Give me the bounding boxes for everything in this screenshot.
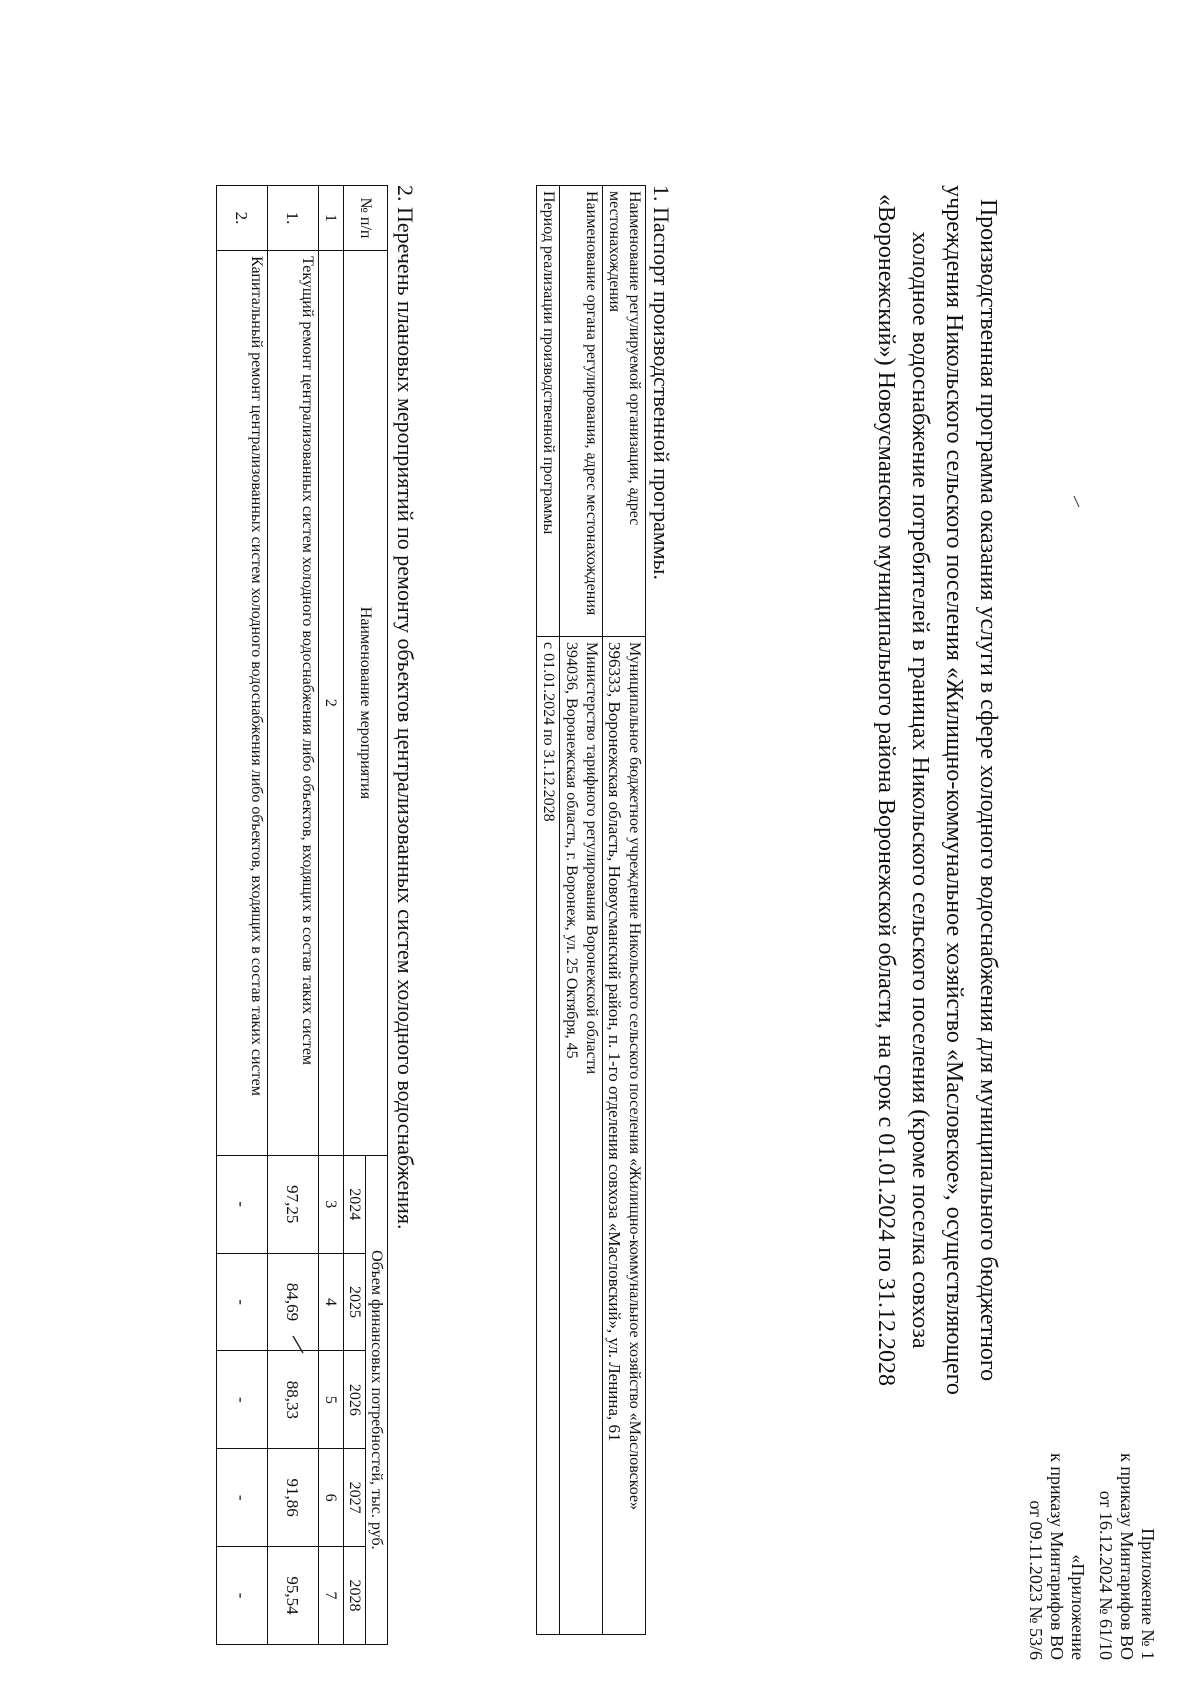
- row-value: 88,33: [268, 1351, 319, 1449]
- approval-line: «Приложение: [1068, 1554, 1088, 1660]
- header-year: 2027: [344, 1449, 366, 1547]
- passport-label: Наименование органа регулирования, адрес местонахождения: [560, 186, 603, 637]
- passport-value: [603, 637, 646, 1635]
- table-row: [217, 186, 268, 1645]
- table-row: [603, 186, 646, 1635]
- header-year: 2025: [344, 1253, 366, 1351]
- row-num: 1.: [268, 186, 319, 251]
- approval-line: Приложение № 1: [1138, 1528, 1158, 1660]
- header-year: 2024: [344, 1155, 366, 1253]
- row-value: -: [217, 1155, 268, 1253]
- header-year: 2026: [344, 1351, 366, 1449]
- row-value: -: [217, 1547, 268, 1645]
- section-heading-measures: 2. Перечень плановых мероприятий по ремонту объектов централизованных систем холодного водоснабжения.: [393, 185, 418, 1230]
- index-cell: 7: [319, 1547, 344, 1645]
- approval-line: к приказу Минтарифов ВО: [1047, 1453, 1067, 1660]
- index-cell: 5: [319, 1351, 344, 1449]
- row-value: 97,25: [268, 1155, 319, 1253]
- title-line: учреждения Никольского сельского поселения «Жилищно-коммунальное хозяйство «Масловское», осуществляющего: [941, 185, 967, 1395]
- passport-value-line: 396333, Воронежская область, Новоусманский район, п. 1-го отделения совхоза «Масловский», ул. Ленина, 61: [605, 642, 624, 1442]
- table-row: [560, 186, 603, 1635]
- measures-table: [216, 185, 388, 1645]
- title-line: Производственная программа оказания услуги в сфере холодного водоснабжения для муниципального бюджетного: [975, 198, 1001, 1382]
- header-num: № п/п: [344, 186, 388, 251]
- title-line: холодное водоснабжение потребителей в границах Никольского сельского поселения (кроме поселка совхоза: [907, 231, 933, 1349]
- approval-stamp-current: [1095, 1453, 1158, 1660]
- passport-value: [560, 637, 603, 1635]
- row-name: Текущий ремонт централизованных систем холодного водоснабжения либо объектов, входящих в состав таких систем: [268, 251, 319, 1156]
- passport-value: [537, 637, 560, 1635]
- table-header-row: [366, 186, 388, 1645]
- approval-line: к приказу Минтарифов ВО: [1117, 1453, 1137, 1660]
- passport-table: [536, 185, 646, 1635]
- table-index-row: [319, 186, 344, 1645]
- approval-stamp-previous: [1025, 1453, 1088, 1660]
- index-cell: 2: [319, 251, 344, 1156]
- index-cell: 1: [319, 186, 344, 251]
- row-num: 2.: [217, 186, 268, 251]
- row-value: 91,86: [268, 1449, 319, 1547]
- row-value: 84,69: [268, 1253, 319, 1351]
- index-cell: 6: [319, 1449, 344, 1547]
- table-row: [268, 186, 319, 1645]
- passport-label: Период реализации производственной программы: [537, 186, 560, 637]
- header-volume: Объем финансовых потребностей, тыс. руб.: [366, 1155, 388, 1644]
- passport-label: Наименование регулируемой организации, адрес местонахождения: [603, 186, 646, 637]
- title-line: «Воронежский») Новоусманского муниципального района Воронежской области, на срок с 01.01.2024 по 31.12.2028: [873, 193, 899, 1387]
- table-row: [537, 186, 560, 1635]
- document-title: [869, 90, 1005, 1490]
- header-year: 2028: [344, 1547, 366, 1645]
- row-value: -: [217, 1253, 268, 1351]
- scan-mark: [1072, 495, 1082, 509]
- approval-line: от 16.12.2024 № 61/10: [1096, 1490, 1116, 1660]
- index-cell: 3: [319, 1155, 344, 1253]
- passport-value-line: с 01.01.2024 по 31.12.2028: [540, 642, 557, 822]
- row-name: Капитальный ремонт централизованных систем холодного водоснабжения либо объектов, входящих в состав таких систем: [217, 251, 268, 1156]
- approval-line: от 09.11.2023 № 53/6: [1026, 1500, 1046, 1660]
- passport-value-line: Муниципальное бюджетное учреждение Никольского сельского поселения «Жилищно-коммунальное хозяйство «Масловское»: [626, 642, 643, 1511]
- row-value: -: [217, 1351, 268, 1449]
- passport-value-line: 394036, Воронежская область, г. Воронеж, ул. 25 Октября, 45: [563, 642, 580, 1059]
- passport-value-line: Министерство тарифного регулирования Воронежской области: [583, 642, 600, 1075]
- header-name: Наименование мероприятия: [344, 251, 388, 1156]
- row-value: -: [217, 1449, 268, 1547]
- index-cell: 4: [319, 1253, 344, 1351]
- scan-mark: [291, 1335, 305, 1355]
- row-value: 95,54: [268, 1547, 319, 1645]
- section-heading-passport: 1. Паспорт производственной программы.: [649, 185, 674, 580]
